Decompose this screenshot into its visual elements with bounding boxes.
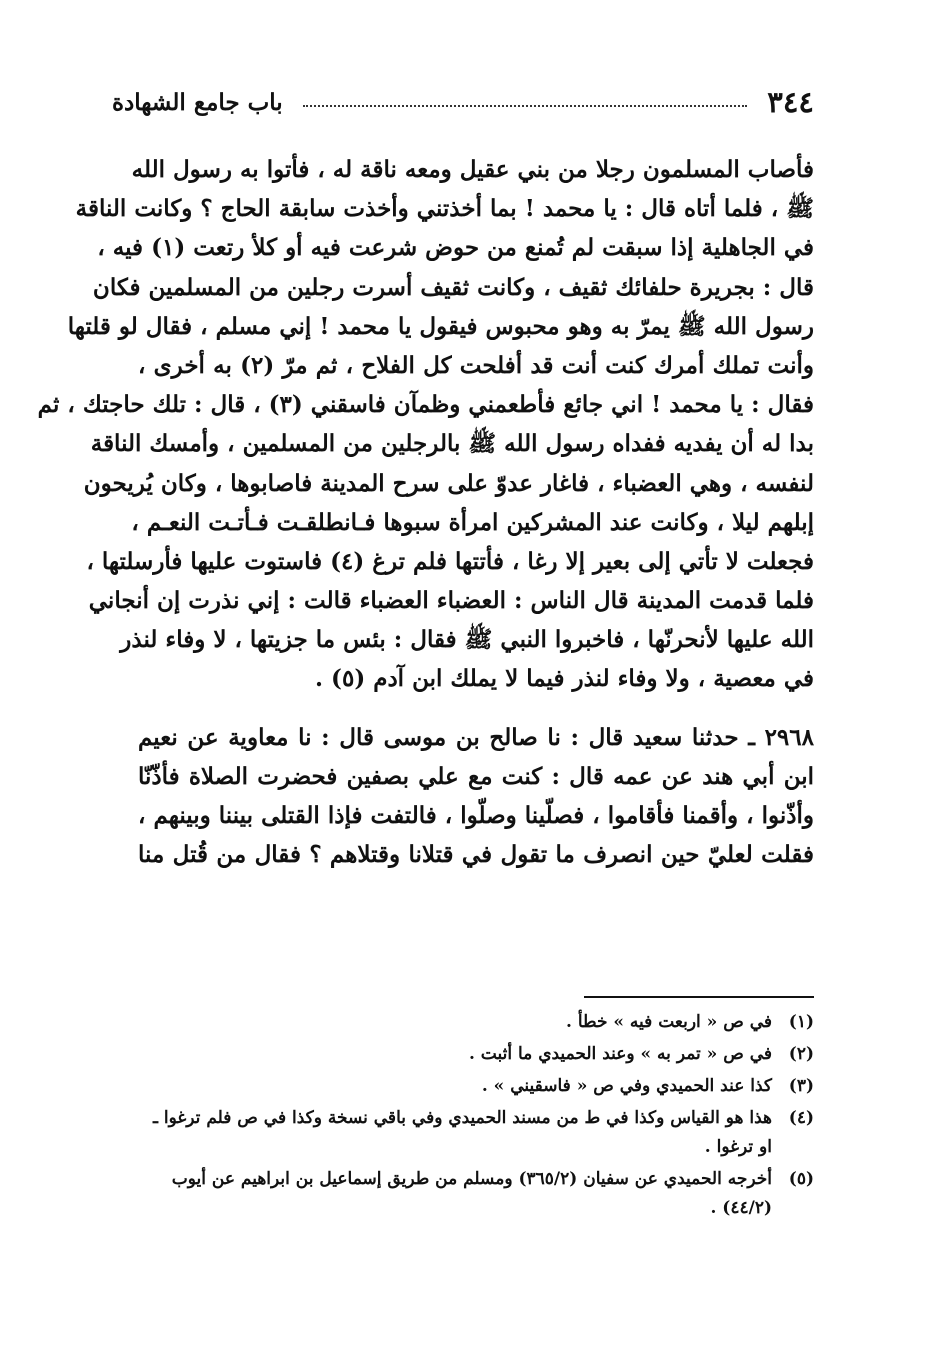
text-line: رسول الله ﷺ يمرّ به وهو محبوس فيقول يا محمد ! إني مسلم ، فقال لو قلتها xyxy=(67,312,814,340)
page-number: ٣٤٤ xyxy=(767,85,814,119)
header-dotted-rule xyxy=(303,105,748,107)
footnote-text: في ص « اربعت فيه » خطأ . xyxy=(565,1012,772,1032)
text-line: في معصية ، ولا وفاء لنذر فيما لا يملك ابن آدم (٥) . xyxy=(315,665,814,693)
footnote-text: كذا عند الحميدي وفي ص « فاسقيني » . xyxy=(481,1076,772,1096)
footnotes xyxy=(146,1008,814,1226)
footnote-number: (٥) xyxy=(788,1169,814,1189)
footnote xyxy=(146,1008,814,1037)
footnote-number: (٢) xyxy=(788,1044,814,1064)
footnote xyxy=(146,1072,814,1101)
text-line-hadith xyxy=(138,718,814,757)
footnote-text: في ص « تمر به » وعند الحميدي ما أثبت . xyxy=(468,1044,772,1064)
text-line: إبلهم ليلا ، وكانت عند المشركين امرأة سبوها فـانطلقـت فـأتـت النعـم ، xyxy=(131,508,814,536)
text-line: ﷺ ، فلما أتاه قال : يا محمد ! بما أخذتني وأخذت سابقة الحاج ؟ وكانت الناقة xyxy=(75,195,814,223)
footnote-text: (٤٤/٢) . xyxy=(710,1198,772,1218)
text-line: في الجاهلية إذا سبقت لم تُمنع من حوض شرعت فيه أو كلأ رتعت (١) فيه ، xyxy=(97,234,814,262)
hadith-number: ٢٩٦٨ xyxy=(764,723,814,751)
footnote xyxy=(146,1165,814,1223)
footnote-number: (١) xyxy=(788,1012,814,1032)
footnote-text: او ترغوا . xyxy=(704,1137,772,1157)
footnote-text: أخرجه الحميدي عن سفيان (٣٦٥/٢) ومسلم من طريق إسماعيل بن ابراهيم عن أيوب xyxy=(171,1169,772,1189)
paragraph-1 xyxy=(37,150,814,699)
running-title: باب جامع الشهادة xyxy=(112,88,283,116)
main-text xyxy=(37,150,814,874)
text-line: وأذّنوا ، وأقمنا فأقاموا ، فصلّينا وصلّوا ، فالتفت فإذا القتلى بيننا وبينهم ، xyxy=(138,802,814,829)
text-line: وأنت تملك أمرك كنت أنت قد أفلحت كل الفلاح ، ثم مرّ (٢) به أخرى ، xyxy=(138,351,814,379)
footnote xyxy=(146,1104,814,1162)
text-line: ابن أبي هند عن عمه قال : كنت مع علي بصفين فحضرت الصلاة فأذّنّا xyxy=(138,762,814,790)
footnote-number: (٤) xyxy=(788,1108,814,1128)
text-line: فلما قدمت المدينة قال الناس : العضباء العضباء قالت : إني نذرت إن أنجاني xyxy=(88,587,814,615)
text-line: بدا له أن يفديه ففداه رسول الله ﷺ بالرجلين من المسلمين ، وأمسك الناقة xyxy=(90,430,814,458)
text-line: فقلت لعليّ حين انصرف ما تقول في قتلانا وقتلاهم ؟ فقال من قُتل منا xyxy=(138,841,814,869)
footnote-separator xyxy=(584,996,814,998)
text-line: فقال : يا محمد ! اني جائع فأطعمني وظمآن فاسقني (٣) ، قال : تلك حاجتك ، ثم xyxy=(37,391,814,419)
footnote xyxy=(146,1040,814,1069)
text-line: لنفسه ، وهي العضباء ، فاغار عدوّ على سرح المدينة فاصابوها ، وكان يُريحون xyxy=(83,469,814,497)
text-line: فأصاب المسلمون رجلا من بني عقيل ومعه ناقة له ، فأتوا به رسول الله xyxy=(131,156,814,183)
paragraph-2 xyxy=(138,718,814,875)
footnote-text: هذا هو القياس وكذا في ط من مسند الحميدي وفي باقي نسخة وكذا في ص فلم ترغوا ـ xyxy=(153,1108,772,1128)
text-line: فجعلت لا تأتي إلى بعير إلا رغا ، فأتتها فلم ترغ (٤) فاستوت عليها فأرسلتها ، xyxy=(86,547,814,575)
text-line: الله عليها لأنحرنّها ، فاخبروا النبي ﷺ فقال : بئس ما جزيتها ، لا وفاء لنذر xyxy=(120,626,814,654)
page-header xyxy=(112,80,814,124)
hadith-opening: ـ حدثنا سعيد قال : نا صالح بن موسى قال : نا معاوية عن نعيم xyxy=(138,723,755,751)
text-line: قال : بجريرة حلفائك ثقيف ، وكانت ثقيف أسرت رجلين من المسلمين فكان xyxy=(92,273,814,301)
footnote-number: (٣) xyxy=(788,1076,814,1096)
